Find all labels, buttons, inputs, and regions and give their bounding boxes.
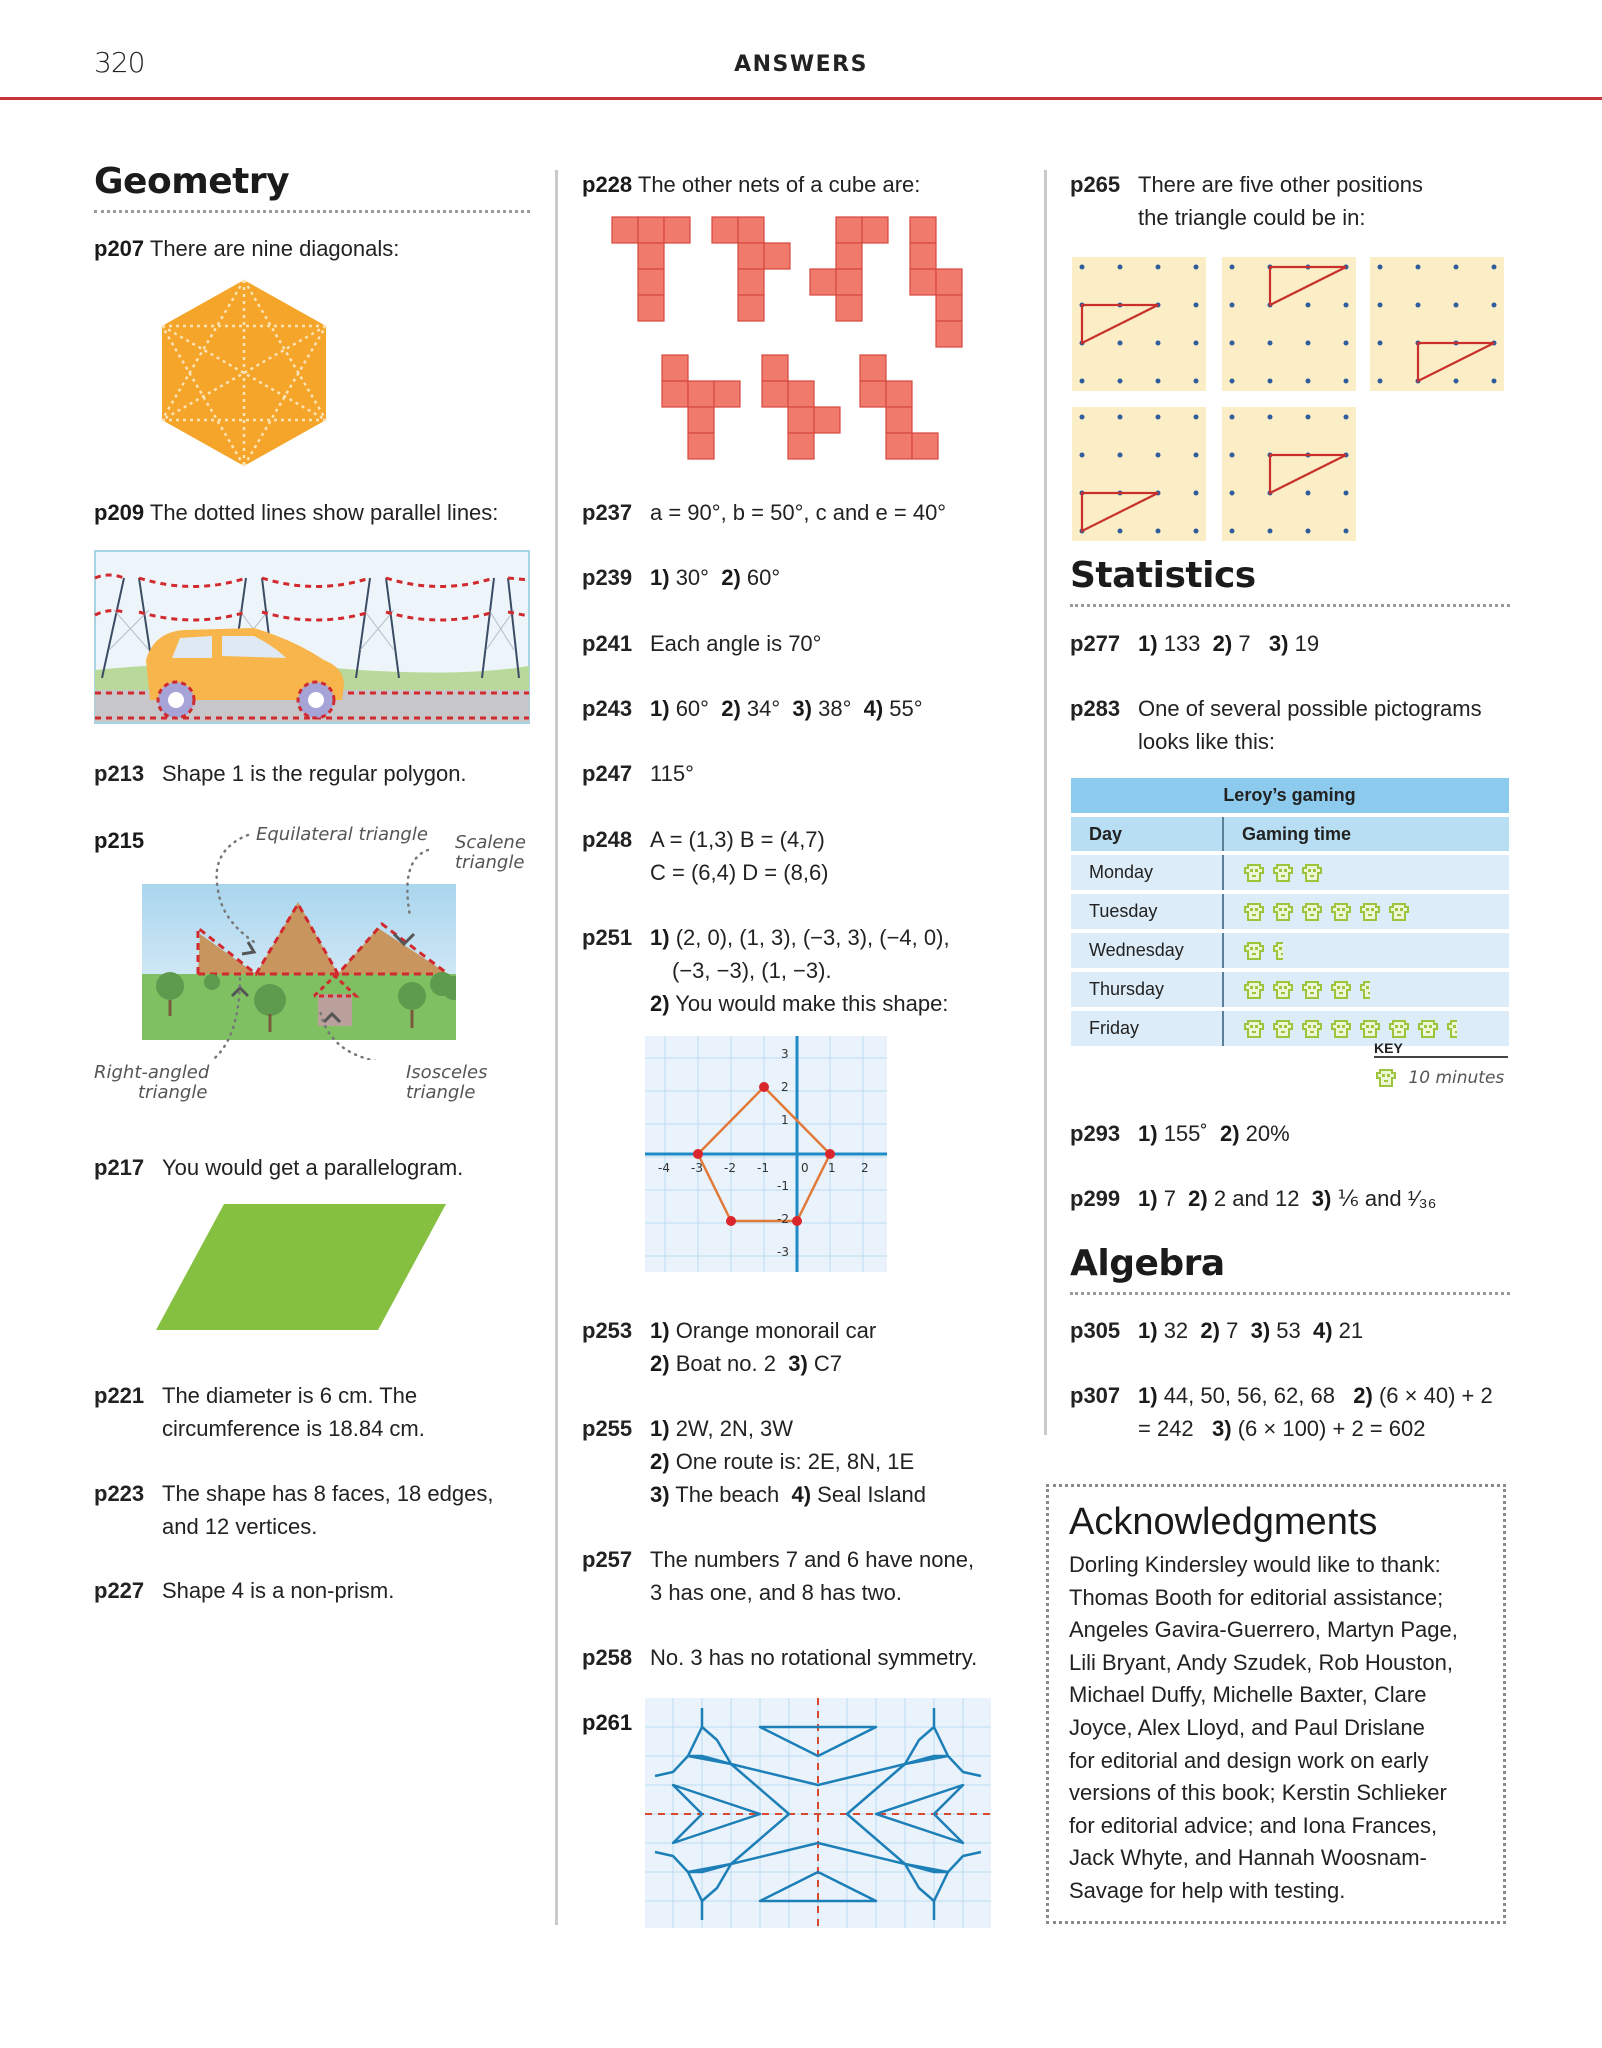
robot-face-icon	[1358, 902, 1382, 922]
col-header-gaming-time: Gaming time	[1224, 817, 1509, 851]
pictogram-row: Friday	[1071, 1011, 1509, 1046]
svg-text:2: 2	[861, 1161, 869, 1175]
answer-p283: p283 One of several possible pictograms looks like this:	[1070, 696, 1482, 754]
answer-p207: p207 There are nine diagonals:	[94, 236, 400, 261]
robot-face-icon	[1300, 863, 1324, 883]
pictogram-row: Monday	[1071, 855, 1509, 890]
answer-p305: p305 1) 32 2) 7 3) 53 4) 21	[1070, 1318, 1364, 1343]
header-rule	[0, 97, 1602, 100]
answer-p293: p293 1) 155˚ 2) 20%	[1070, 1121, 1290, 1146]
answer-p255: p255 1) 2W, 2N, 3W 2) One route is: 2E, 8N, 1E 3) The beach 4) Seal Island	[582, 1416, 927, 1507]
svg-text:0: 0	[801, 1161, 809, 1175]
pictogram-row: Tuesday	[1071, 894, 1509, 929]
pictogram-title: Leroy’s gaming	[1071, 778, 1509, 813]
answer-p257: p257 The numbers 7 and 6 have none, 3 has one, and 8 has two.	[582, 1547, 975, 1605]
robot-face-icon	[1358, 1019, 1382, 1039]
key-label: KEY	[1374, 1040, 1508, 1058]
symmetry-pattern-figure	[645, 1698, 991, 1928]
robot-face-icon	[1300, 1019, 1324, 1039]
section-title-statistics: Statistics	[1070, 555, 1256, 596]
section-statistics	[1070, 554, 1510, 607]
icon-cell	[1224, 972, 1509, 1007]
pictogram-row: Thursday	[1071, 972, 1509, 1007]
acknowledgments-text: Dorling Kindersley would like to thank: Thomas Booth for editorial assistance; Angeles Gavira-Guerrero, Martyn Page, Lili Bryant, Andy Szudek, Rob Houston, Michael Duffy, Michelle Baxter, Clare Joyce, Alex Lloyd, and Paul Drislane for editorial and design work on early versions of this book; Kerstin Schlieker for editorial advice; and Iona Frances, Jack Whyte, and Hannah Woosnam- Savage for help with testing.	[1069, 1552, 1458, 1903]
robot-face-icon	[1242, 863, 1266, 883]
section-divider	[1070, 604, 1510, 607]
acknowledgments-box	[1046, 1484, 1506, 1924]
label-equilateral: Equilateral triangle	[256, 824, 428, 845]
geoboard-triangles-figure	[1070, 255, 1510, 545]
robot-face-icon	[1387, 902, 1411, 922]
label-scalene-1: Scalene	[455, 832, 526, 853]
answer-p258: p258 No. 3 has no rotational symmetry.	[582, 1645, 978, 1670]
answer-p277: p277 1) 133 2) 7 3) 19	[1070, 631, 1320, 656]
column-geometry	[94, 160, 530, 213]
robot-face-icon	[1300, 902, 1324, 922]
robot-face-icon	[1329, 980, 1353, 1000]
acknowledgments-title: Acknowledgments	[1069, 1501, 1378, 1543]
half-robot-face-icon	[1271, 941, 1283, 961]
answer-p239: p239 1) 30° 2) 60°	[582, 565, 781, 590]
key-entry: 10 minutes	[1374, 1068, 1504, 1088]
answer-p261: p261	[582, 1710, 633, 1735]
svg-text:2: 2	[781, 1080, 789, 1094]
robot-face-icon	[1242, 1019, 1266, 1039]
answer-p247: p247 115°	[582, 761, 694, 786]
half-robot-face-icon	[1445, 1019, 1457, 1039]
answer-p299: p299 1) 7 2) 2 and 12 3) ⅙ and ¹⁄₃₆	[1070, 1186, 1437, 1211]
answer-p221: p221 The diameter is 6 cm. The circumference is 18.84 cm.	[94, 1383, 425, 1441]
robot-face-icon	[1300, 980, 1324, 1000]
answer-p217: p217 You would get a parallelogram.	[94, 1155, 464, 1180]
svg-text:-3: -3	[777, 1245, 789, 1259]
svg-text:-1: -1	[777, 1179, 789, 1193]
answer-p251: p251 1) (2, 0), (1, 3), (−3, 3), (−4, 0), (−3, −3), (1, −3). 2) You would make this shape:	[582, 925, 950, 1016]
robot-face-icon	[1242, 941, 1266, 961]
robot-face-icon	[1329, 902, 1353, 922]
svg-text:-1: -1	[757, 1161, 769, 1175]
answer-p213: p213 Shape 1 is the regular polygon.	[94, 761, 467, 786]
hexagon-diagonals-figure	[158, 278, 330, 468]
robot-face-icon	[1387, 1019, 1411, 1039]
icon-cell	[1224, 894, 1509, 929]
running-title: ANSWERS	[734, 52, 868, 77]
car-parallel-lines-figure	[94, 550, 530, 724]
page-number: 320	[94, 46, 145, 79]
svg-text:-3: -3	[691, 1161, 703, 1175]
column-divider	[1044, 170, 1047, 1435]
coordinate-graph-pentagon	[645, 1036, 887, 1272]
svg-text:3: 3	[781, 1047, 789, 1061]
answer-p209: p209 The dotted lines show parallel lines:	[94, 500, 499, 525]
section-title-algebra: Algebra	[1070, 1243, 1225, 1284]
svg-text:-2: -2	[777, 1212, 789, 1226]
answer-p241: p241 Each angle is 70°	[582, 631, 822, 656]
label-leader-lines	[200, 830, 460, 1060]
answer-p253: p253 1) Orange monorail car 2) Boat no. 2 3) C7	[582, 1318, 877, 1376]
label-right-angled-2: triangle	[138, 1082, 208, 1103]
section-divider	[94, 210, 530, 213]
cube-nets-figure	[610, 215, 970, 465]
half-robot-face-icon	[1358, 980, 1370, 1000]
answer-p215: p215	[94, 828, 145, 853]
answer-p223: p223 The shape has 8 faces, 18 edges, and 12 vertices.	[94, 1481, 494, 1539]
label-right-angled-1: Right-angled	[94, 1062, 210, 1083]
pictogram-row: Wednesday	[1071, 933, 1509, 968]
svg-text:1: 1	[781, 1113, 789, 1127]
parallelogram-figure	[156, 1202, 450, 1332]
label-isosceles-1: Isosceles	[406, 1062, 488, 1083]
label-scalene-2: triangle	[455, 852, 525, 873]
section-algebra	[1070, 1242, 1510, 1295]
icon-cell	[1224, 855, 1509, 890]
robot-face-icon	[1271, 863, 1295, 883]
pictogram-table	[1071, 774, 1509, 1050]
robot-face-icon	[1271, 980, 1295, 1000]
robot-face-icon	[1416, 1019, 1440, 1039]
robot-face-icon	[1329, 1019, 1353, 1039]
robot-face-icon	[1242, 980, 1266, 1000]
answer-p237: p237 a = 90°, b = 50°, c and e = 40°	[582, 500, 947, 525]
svg-text:-4: -4	[658, 1161, 670, 1175]
robot-face-icon	[1374, 1068, 1398, 1088]
label-isosceles-2: triangle	[406, 1082, 476, 1103]
col-header-day: Day	[1071, 817, 1224, 851]
robot-face-icon	[1271, 902, 1295, 922]
robot-face-icon	[1242, 902, 1266, 922]
answer-p227: p227 Shape 4 is a non-prism.	[94, 1578, 395, 1603]
answer-p228: p228 The other nets of a cube are:	[582, 172, 921, 197]
column-divider	[555, 170, 558, 1925]
answer-p265: p265 There are five other positions the triangle could be in:	[1070, 172, 1423, 230]
answer-p307: p307 1) 44, 50, 56, 62, 68 2) (6 × 40) + 2 = 242 3) (6 × 100) + 2 = 602	[1070, 1383, 1493, 1441]
section-divider	[1070, 1292, 1510, 1295]
robot-face-icon	[1271, 1019, 1295, 1039]
icon-cell	[1224, 933, 1509, 968]
svg-text:-2: -2	[724, 1161, 736, 1175]
svg-text:1: 1	[828, 1161, 836, 1175]
answer-p248: p248 A = (1,3) B = (4,7) C = (6,4) D = (8,6)	[582, 827, 829, 885]
answer-p243: p243 1) 60° 2) 34° 3) 38° 4) 55°	[582, 696, 923, 721]
section-title-geometry: Geometry	[94, 161, 290, 202]
